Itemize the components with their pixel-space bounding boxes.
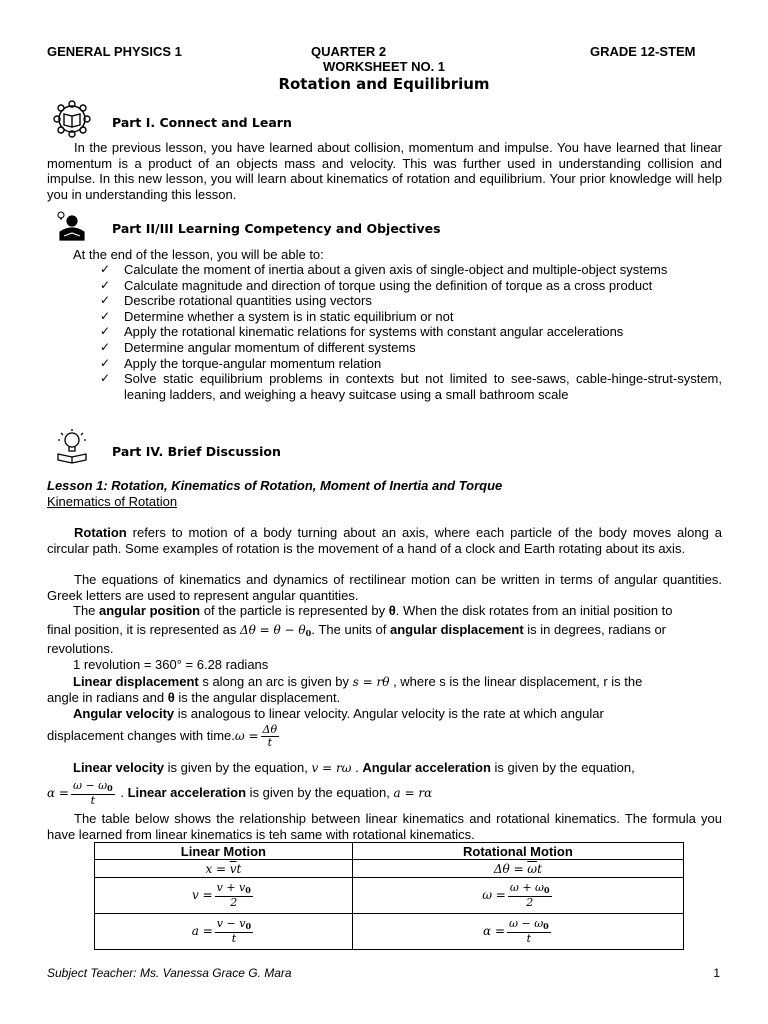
- numerator-text: v − v: [216, 917, 246, 930]
- text-fragment: The: [73, 603, 100, 618]
- subscript: 0: [245, 921, 252, 931]
- linear-velocity-term: Linear velocity: [73, 760, 165, 775]
- objectives-list: [98, 262, 722, 402]
- velocity-acceleration-line: [73, 760, 748, 777]
- linear-acceleration-equation: a = rα: [393, 785, 433, 800]
- angular-acceleration-fraction: [71, 780, 115, 807]
- angular-displacement-term: angular displacement: [390, 622, 524, 637]
- denominator: 2: [526, 896, 534, 909]
- checkmark-icon: ✓: [100, 355, 111, 370]
- objective-text: Calculate magnitude and direction of torque using the definition of torque as a cross product: [124, 277, 653, 293]
- equation-lhs: x =: [205, 862, 227, 876]
- angular-velocity-line-1: [73, 706, 748, 722]
- denominator: t: [231, 932, 237, 945]
- lesson-subtitle: Kinematics of Rotation: [47, 494, 178, 509]
- fraction: [215, 882, 253, 909]
- revolution-line: 1 revolution = 360° = 6.28 radians: [73, 657, 269, 672]
- equation-lhs: Δθ =: [493, 862, 524, 876]
- page-title: Rotation and Equilibrium: [278, 75, 490, 93]
- table-cell: [95, 860, 353, 878]
- rotational-motion-header: Rotational Motion: [352, 843, 683, 860]
- part1-heading: Part I. Connect and Learn: [112, 115, 292, 130]
- text-fragment: , where s is the linear displacement, r is the: [389, 674, 643, 689]
- text-fragment: . When the disk rotates from an initial position to: [395, 603, 673, 618]
- angular-velocity-line-2: [47, 724, 722, 749]
- subscript: 0: [305, 628, 312, 638]
- part2-heading: Part II/III Learning Competency and Objectives: [112, 221, 441, 236]
- linear-displacement-line-2: [47, 690, 722, 706]
- numerator: [215, 882, 253, 897]
- angular-position-line-3: revolutions.: [47, 641, 114, 656]
- equation-lhs: ω =: [482, 887, 506, 902]
- part4-heading: Part IV. Brief Discussion: [112, 444, 281, 459]
- mean-velocity-symbol: $\overline{v}$: [229, 862, 237, 876]
- equation-lhs: a =: [191, 923, 213, 938]
- numerator-text: ω + ω: [509, 881, 545, 894]
- objective-item: [98, 324, 722, 340]
- objective-item: [98, 278, 722, 294]
- text-fragment: is in degrees, radians or: [523, 622, 667, 637]
- kinematics-table: [94, 842, 684, 950]
- equation-rest: t: [236, 862, 242, 876]
- page-number: 1: [713, 966, 720, 980]
- equation-lhs: α =: [483, 923, 506, 938]
- numerator: [215, 918, 253, 933]
- table-cell: [352, 914, 683, 950]
- rotation-term: Rotation: [74, 525, 127, 540]
- linear-displacement-term: Linear displacement: [73, 674, 199, 689]
- objective-item: [98, 293, 722, 309]
- reader-bulb-icon: [52, 210, 92, 249]
- objective-item: [98, 309, 722, 325]
- denominator: 2: [230, 896, 238, 909]
- checkmark-icon: ✓: [100, 293, 111, 308]
- angular-position-line-1: [73, 603, 748, 619]
- numerator: [71, 780, 115, 795]
- text-fragment: .: [351, 760, 363, 775]
- objective-item: [98, 356, 722, 372]
- numerator: [507, 918, 551, 933]
- objective-text: Apply the torque-angular momentum relation: [124, 355, 382, 371]
- numerator: Δθ: [262, 723, 278, 736]
- denominator: t: [90, 794, 96, 807]
- objective-text: Calculate the moment of inertia about a given axis of single-object and multiple-object systems: [124, 262, 668, 277]
- objectives-intro: At the end of the lesson, you will be able to:: [73, 247, 324, 262]
- table-cell: [352, 860, 683, 878]
- text-fragment: angle in radians and: [47, 690, 168, 705]
- table-row: [95, 914, 684, 950]
- book-gear-icon: [52, 100, 92, 143]
- angular-displacement-equation: [240, 623, 311, 637]
- equation-lhs: v =: [191, 887, 213, 902]
- text-fragment: displacement changes with time.: [47, 727, 235, 743]
- rotation-text: refers to motion of a body turning about an axis, where each particle of the body moves along a circular path. Some examples of rotation is the movement of a hand of a clock and Earth rotating about its axis.: [47, 525, 722, 556]
- table-intro-paragraph: The table below shows the relationship between linear kinematics and rotational kinematics. The formula you have learned from linear kinematics is teh same with rotational kinematics.: [47, 811, 722, 842]
- objective-text: Solve static equilibrium problems in contexts but not limited to see-saws, cable-hinge-strut-system, leaning ladders, and weighing a heavy suitcase using a small bathroom scale: [124, 371, 722, 402]
- angular-position-line-2: [47, 622, 722, 642]
- fraction: [507, 918, 551, 945]
- objective-text: Determine whether a system is in static equilibrium or not: [124, 308, 454, 324]
- theta-symbol: θ: [388, 603, 396, 618]
- numerator-text: v + v: [216, 881, 246, 894]
- linear-motion-header: Linear Motion: [95, 843, 353, 860]
- worksheet-number: WORKSHEET NO. 1: [322, 59, 446, 74]
- text-fragment: is given by the equation,: [246, 784, 394, 800]
- text-fragment: final position, it is represented as: [47, 622, 240, 637]
- omega-lhs: ω =: [234, 728, 259, 743]
- table-cell: [95, 914, 353, 950]
- objective-text: Describe rotational quantities using vectors: [124, 293, 372, 309]
- checkmark-icon: ✓: [100, 262, 111, 276]
- subscript: 0: [107, 783, 113, 793]
- subject-label: GENERAL PHYSICS 1: [47, 44, 182, 59]
- fraction: [508, 882, 552, 909]
- subscript: 0: [245, 885, 251, 895]
- subscript: 0: [544, 885, 550, 895]
- table-cell: [352, 878, 683, 914]
- objective-item: [98, 262, 722, 278]
- denominator: t: [267, 736, 273, 749]
- equations-paragraph: The equations of kinematics and dynamics of rectilinear motion can be written in terms of angular quantities. Greek letters are used to represent angular quantities.: [47, 572, 722, 603]
- numerator: [508, 882, 552, 897]
- linear-displacement-line-1: [73, 674, 748, 691]
- equation-text: Δθ = θ − θ: [239, 623, 306, 637]
- objective-item: [98, 371, 722, 402]
- text-fragment: is given by the equation,: [164, 760, 312, 775]
- checkmark-icon: ✓: [100, 371, 111, 386]
- text-fragment: of the particle is represented by: [200, 603, 389, 618]
- text-fragment: . The units of: [311, 622, 390, 637]
- subject-teacher: Subject Teacher: Ms. Vanessa Grace G. Mara: [47, 966, 292, 980]
- fraction: [215, 918, 253, 945]
- text-fragment: .: [116, 784, 128, 800]
- linear-acceleration-term: Linear acceleration: [127, 784, 247, 800]
- text-fragment: is given by the equation,: [490, 760, 635, 775]
- checkmark-icon: ✓: [100, 339, 111, 354]
- numerator-text: ω − ω: [509, 917, 544, 930]
- checkmark-icon: ✓: [100, 277, 111, 292]
- alpha-lhs: α =: [47, 785, 69, 800]
- rotation-paragraph: [47, 525, 722, 556]
- text-fragment: is the angular displacement.: [174, 690, 341, 705]
- denominator: t: [526, 932, 532, 945]
- numerator-text: ω − ω: [72, 779, 108, 792]
- equation-rest: t: [537, 862, 542, 876]
- grade-label: GRADE 12-STEM: [590, 44, 696, 59]
- table-row: [95, 878, 684, 914]
- objective-item: [98, 340, 722, 356]
- checkmark-icon: ✓: [100, 308, 111, 323]
- text-fragment: is analogous to linear velocity. Angular velocity is the rate at which angular: [174, 706, 604, 721]
- table-cell: [95, 878, 353, 914]
- text-fragment: s along an arc is given by: [198, 674, 353, 689]
- linear-velocity-equation: v = rω: [311, 761, 352, 775]
- objective-text: Apply the rotational kinematic relations for systems with constant angular accelerations: [124, 324, 624, 340]
- acceleration-line: [47, 780, 722, 807]
- mean-omega-symbol: $\overline{\omega}$: [527, 862, 538, 876]
- lesson-title: Lesson 1: Rotation, Kinematics of Rotation, Moment of Inertia and Torque: [47, 478, 503, 493]
- angular-velocity-term: Angular velocity: [73, 706, 175, 721]
- angular-velocity-fraction: [261, 724, 280, 749]
- subscript: 0: [543, 921, 549, 931]
- angular-acceleration-term: Angular acceleration: [362, 760, 491, 775]
- theta-symbol: θ: [167, 690, 175, 705]
- lightbulb-book-icon: [52, 428, 92, 469]
- quarter-label: QUARTER 2: [311, 44, 387, 59]
- objective-text: Determine angular momentum of different systems: [124, 339, 416, 355]
- part1-paragraph: In the previous lesson, you have learned about collision, momentum and impulse. You have learned that linear momentum is a product of an objects mass and velocity. This was further used in understanding collision and impulse. In this new lesson, you will learn about kinematics of rotation and equilibrium. Your prior knowledge will help you in understanding this lesson.: [47, 140, 722, 202]
- arc-length-equation: s = rθ: [352, 675, 390, 689]
- angular-position-term: angular position: [99, 603, 201, 618]
- checkmark-icon: ✓: [100, 324, 111, 339]
- table-row: [95, 860, 684, 878]
- table-header-row: [95, 843, 684, 860]
